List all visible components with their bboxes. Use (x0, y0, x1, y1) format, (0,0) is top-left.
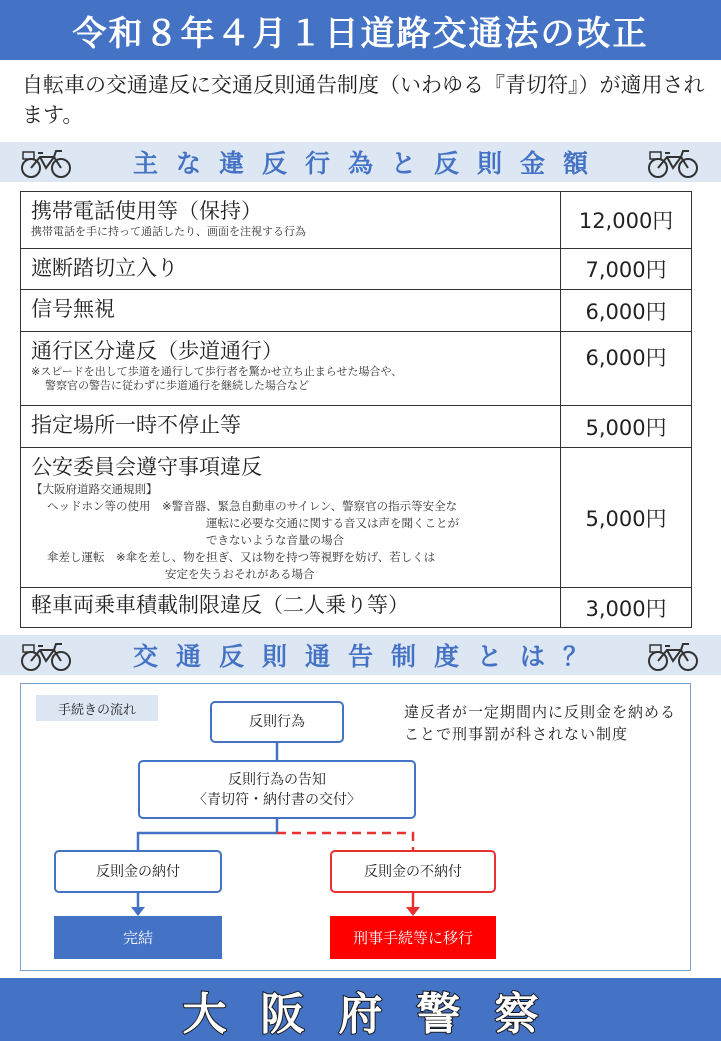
connector-line (138, 818, 277, 852)
flow-step-unpaid: 反則金の不納付 (330, 850, 496, 893)
fine-amount: 3,000円 (561, 588, 692, 628)
flow-result-complete: 完結 (54, 916, 222, 959)
violation-name: 公安委員会遵守事項違反 (31, 455, 262, 479)
intro-text: 自転車の交通違反に交通反則通告制度（いわゆる『青切符』）が適用されます。 (22, 73, 705, 127)
violation-note: 【大阪府道路交通規則】 ヘッドホン等の使用 ※警音器、緊急自動車のサイレン、警察官の指示等安全な 運転に必要な交通に関する音又は声を聞くことが できないような音量の場合 傘差し運転 ※傘を差し、物を担ぎ、又は物を持つ等視野を妨げ、若しくは 安定を失うおそれがある場合 (31, 481, 550, 583)
procedure-label: 手続きの流れ (36, 695, 158, 721)
violation-name: 携帯電話使用等（保持） (31, 199, 262, 223)
arrow-down-icon (131, 907, 145, 916)
page-title: 令和８年４月１日道路交通法の改正 (72, 13, 649, 54)
violation-note: 携帯電話を手に持って通話したり、画面を注視する行為 (31, 225, 306, 238)
fine-amount: 6,000円 (561, 332, 692, 406)
violation-name: 通行区分違反（歩道通行） (31, 339, 283, 363)
flow-step-violation: 反則行為 (210, 701, 344, 743)
fine-amount: 7,000円 (561, 249, 692, 290)
arrow-down-icon (406, 907, 420, 916)
section-system-title: 交通反則通告制度とは？ (132, 642, 606, 671)
flow-step-notice: 反則行為の告知 〈青切符・納付書の交付〉 (138, 760, 416, 819)
violation-name: 指定場所一時不停止等 (31, 413, 241, 437)
fine-amount: 12,000円 (561, 192, 692, 249)
organization-name: 大阪府警察 (182, 988, 573, 1040)
violation-name: 軽車両乗車積載制限違反（二人乗り等） (31, 593, 409, 617)
flow-result-criminal: 刑事手続等に移行 (330, 916, 496, 959)
fine-amount: 5,000円 (561, 448, 692, 588)
fine-amount: 5,000円 (561, 406, 692, 448)
section-fines-title: 主な違反行為と反則金額 (132, 149, 606, 178)
violation-note: ※スピードを出して歩道を通行して歩行者を驚かせ立ち止まらせた場合や、 (31, 365, 403, 378)
violation-name: 信号無視 (31, 297, 115, 321)
footer-banner (0, 978, 721, 1041)
violation-name: 遮断踏切立入り (31, 256, 178, 280)
system-description: 違反者が一定期間内に反則金を納めることで刑事罰が科されない制度 (404, 703, 677, 743)
violation-note: 警察官の警告に従わずに歩道通行を継続した場合など (45, 379, 309, 392)
fine-amount: 6,000円 (561, 290, 692, 332)
flow-step-paid: 反則金の納付 (54, 850, 222, 893)
rule-label: 【大阪府道路交通規則】 (31, 482, 158, 496)
